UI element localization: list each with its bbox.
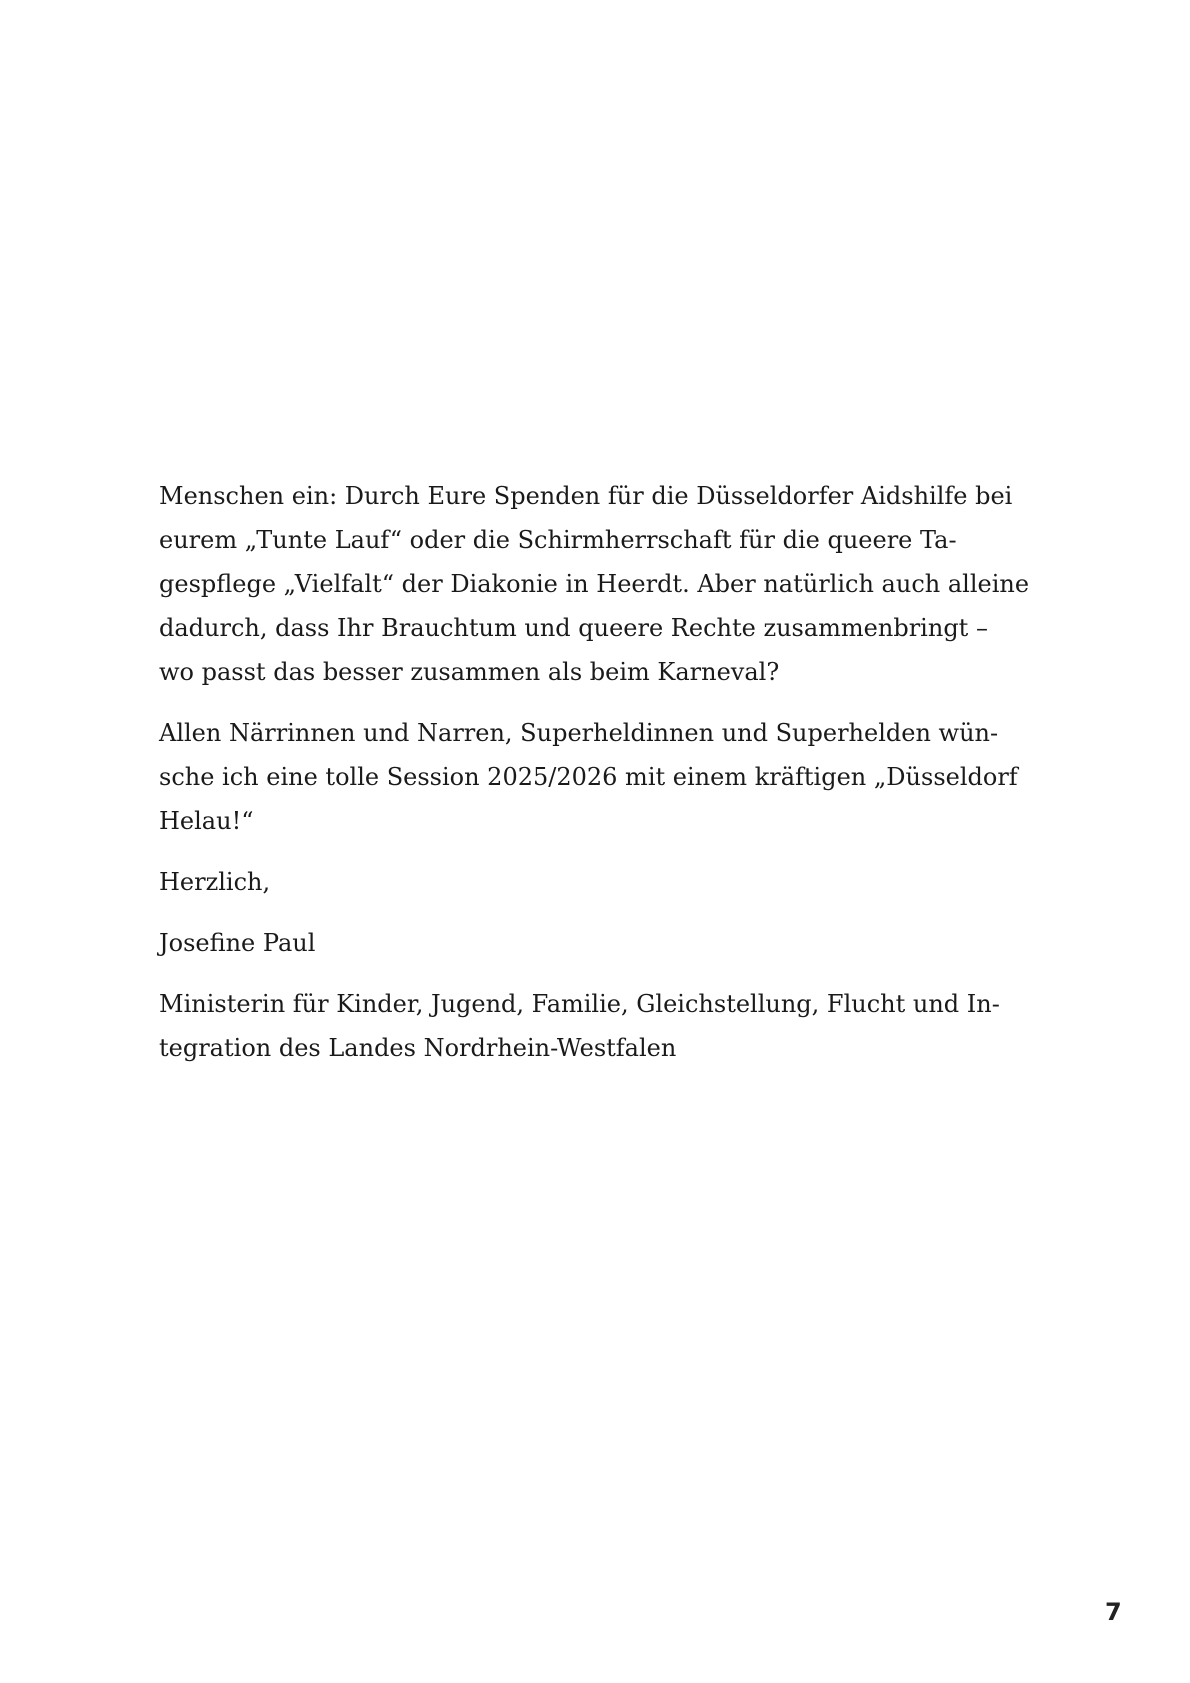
text-line: dadurch, dass Ihr Brauchtum und queere Rechte zusammenbringt –: [159, 614, 988, 642]
closing-salutation: [159, 860, 979, 904]
text-line: Helau!“: [159, 807, 254, 835]
text-line: Ministerin für Kinder, Jugend, Familie, Gleichstellung, Flucht und In-: [159, 990, 1000, 1018]
text-line: eurem „Tunte Lauf“ oder die Schirmherrschaft für die queere Ta-: [159, 526, 957, 554]
letter-body: [159, 474, 1030, 1087]
paragraph-greeting: [159, 711, 1018, 843]
text-line: tegration des Landes Nordrhein-Westfalen: [159, 1034, 677, 1062]
text-line: Josefine Paul: [159, 929, 316, 957]
text-line: Allen Närrinnen und Narren, Superheldinnen und Superhelden wün-: [159, 719, 999, 747]
text-line: Menschen ein: Durch Eure Spenden für die Düsseldorfer Aidshilfe bei: [159, 482, 1013, 510]
text-line: sche ich eine tolle Session 2025/2026 mit einem kräftigen „Düsseldorf: [159, 763, 1018, 791]
text-line: gespflege „Vielfalt“ der Diakonie in Heerdt. Aber natürlich auch alleine: [159, 570, 1030, 598]
paragraph-donations: [159, 474, 1030, 694]
signatory-title: [159, 982, 1000, 1070]
signatory-name: [159, 921, 979, 965]
page-number: 7: [1105, 1598, 1122, 1626]
text-line: wo passt das besser zusammen als beim Karneval?: [159, 658, 780, 686]
text-line: Herzlich,: [159, 868, 271, 896]
